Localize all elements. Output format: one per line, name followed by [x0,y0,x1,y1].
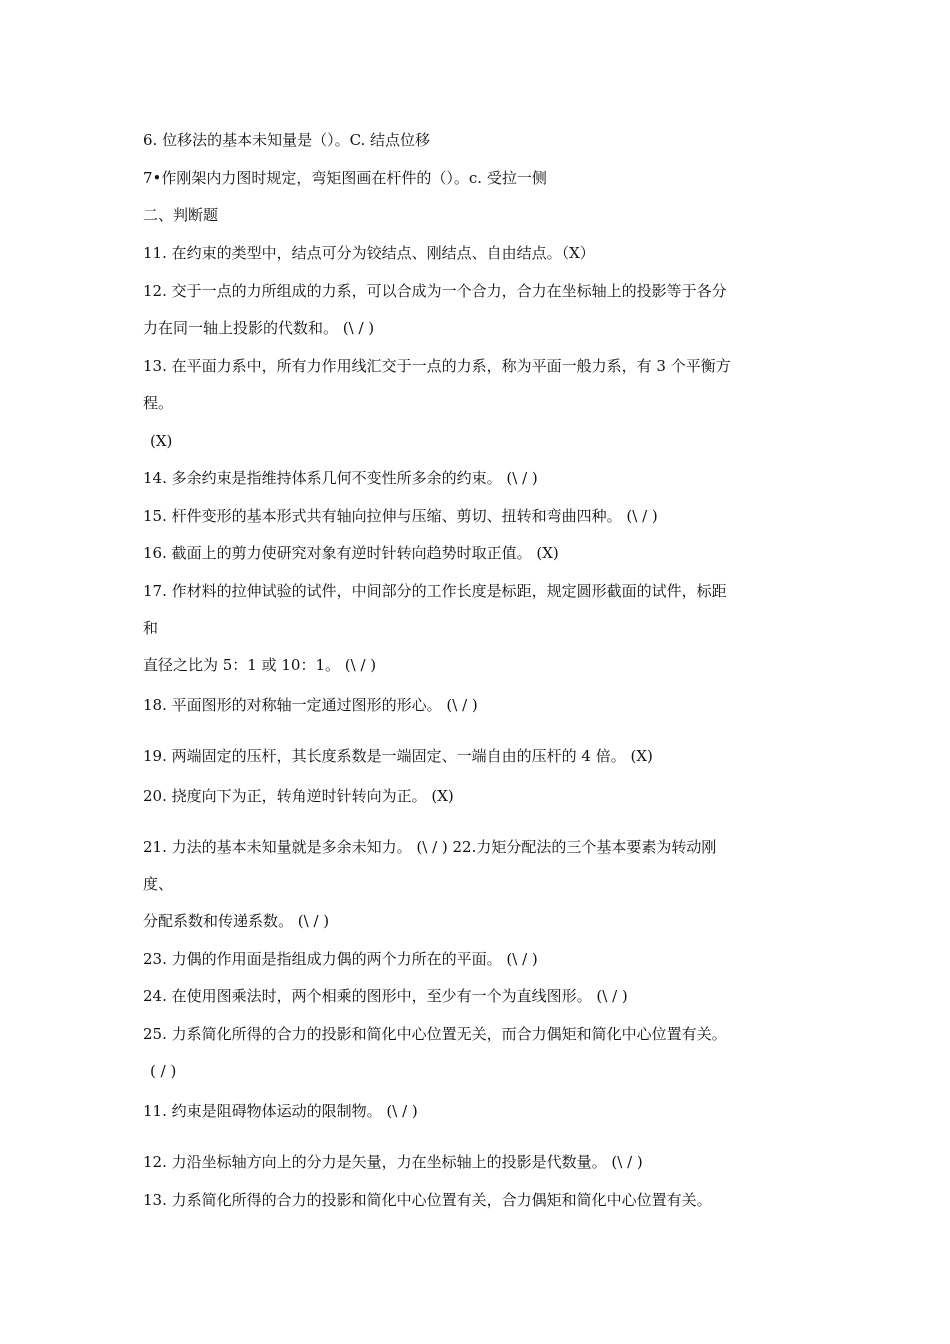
q12-line-1: 12. 交于一点的力所组成的力系，可以合成为一个合力，合力在坐标轴上的投影等于各分 [143,282,727,300]
section-heading: 二、判断题 [143,206,219,224]
q18-line: 18. 平面图形的对称轴一定通过图形的形心。 (\ / ) [143,696,478,714]
q13-line-2: 程。 [143,394,174,412]
q17-line-2: 和 [143,619,159,637]
q21-22-line-1: 21. 力法的基本未知量就是多余未知力。 (\ / ) 22.力矩分配法的三个基本要素为转动刚 [143,838,717,856]
q25-line-1: 25. 力系简化所得的合力的投影和简化中心位置无关，而合力偶矩和简化中心位置有关。 [143,1025,727,1043]
q11b-line: 11. 约束是阻碍物体运动的限制物。 (\ / ) [143,1102,418,1120]
q23-line: 23. 力偶的作用面是指组成力偶的两个力所在的平面。 (\ / ) [143,950,538,968]
q6-line: 6. 位移法的基本未知量是（）。C. 结点位移 [143,131,431,149]
q13b-line: 13. 力系简化所得的合力的投影和简化中心位置有关，合力偶矩和简化中心位置有关。 [143,1191,712,1209]
q24-line: 24. 在使用图乘法时，两个相乘的图形中，至少有一个为直线图形。 (\ / ) [143,987,628,1005]
q16-line: 16. 截面上的剪力使研究对象有逆时针转向趋势时取正值。 (X) [143,544,559,562]
q11-line: 11. 在约束的类型中，结点可分为铰结点、刚结点、自由结点。（X） [143,244,595,262]
q17-line-1: 17. 作材料的拉伸试验的试件，中间部分的工作长度是标距，规定圆形截面的试件，标距 [143,582,727,600]
q7-line: 7•作刚架内力图时规定，弯矩图画在杆件的（）。c. 受拉一侧 [143,169,547,187]
q12b-line: 12. 力沿坐标轴方向上的分力是矢量，力在坐标轴上的投影是代数量。 (\ / ) [143,1153,643,1171]
q20-line: 20. 挠度向下为正，转角逆时针转向为正。 (X) [143,787,454,805]
q12-line-2: 力在同一轴上投影的代数和。 (\ / ) [143,319,375,337]
q19-line: 19. 两端固定的压杆，其长度系数是一端固定、一端自由的压杆的 4 倍。 (X) [143,747,653,765]
q17-line-3: 直径之比为 5：1 或 10：1。 (\ / ) [143,656,377,674]
q14-line: 14. 多余约束是指维持体系几何不变性所多余的约束。 (\ / ) [143,469,538,487]
q22-line-2: 度、 [143,875,174,893]
q25-answer: ( / ) [150,1062,177,1080]
q13-answer: (X) [150,432,173,450]
q22-line-3: 分配系数和传递系数。 (\ / ) [143,912,330,930]
q13-line-1: 13. 在平面力系中，所有力作用线汇交于一点的力系，称为平面一般力系，有 3 个平衡方 [143,357,731,375]
q15-line: 15. 杆件变形的基本形式共有轴向拉伸与压缩、剪切、扭转和弯曲四种。 (\ / ) [143,507,658,525]
